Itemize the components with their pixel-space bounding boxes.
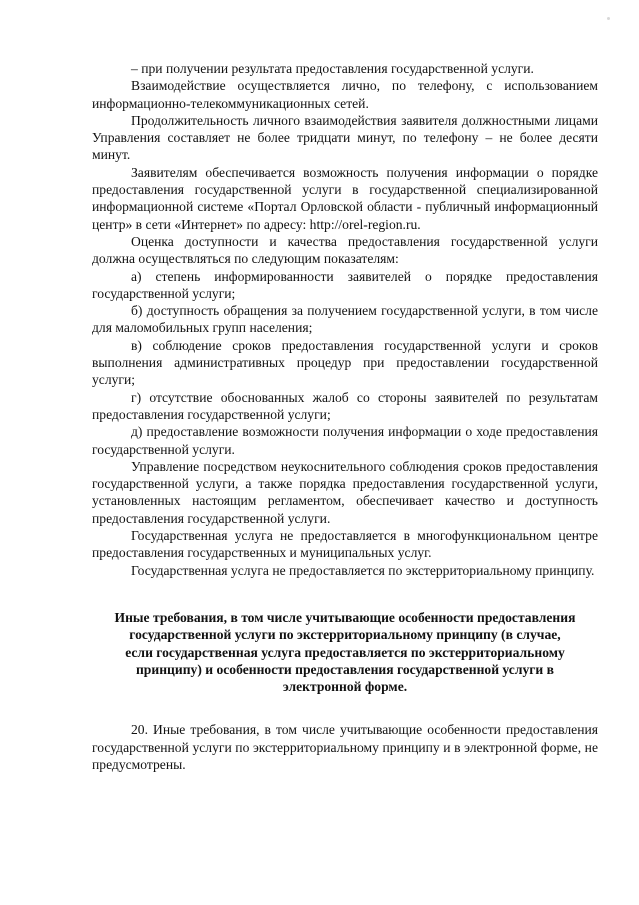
paragraph-quality-indicators: Оценка доступности и качества предоставления государственной услуги должна осуществляться по следующим показателям: [92, 233, 598, 267]
indicator-item-c: в) соблюдение сроков предоставления государственной услуги и сроков выполнения административных процедур при предоставлении государственной услуги; [92, 337, 598, 388]
indicator-item-a: а) степень информированности заявителей о порядке предоставления государственной услуги; [92, 268, 598, 301]
paragraph-portal-info: Заявителям обеспечивается возможность получения информации о порядке предоставления государственной услуги в государственной специализированной информационной системе «Портал Орловской области - публичный информационный центр» в сети «Интернет» по адресу: http://orel-region.ru. [92, 164, 598, 232]
paragraph-interaction-duration: Продолжительность личного взаимодействия заявителя должностными лицами Управления составляет не более тридцати минут, по телефону – не более десяти минут. [92, 112, 598, 163]
indicator-item-d: г) отсутствие обоснованных жалоб со стороны заявителей по результатам предоставления государственной услуги; [92, 389, 598, 422]
paragraph-result-receipt: – при получении результата предоставления государственной услуги. [131, 61, 534, 76]
paragraph-interaction-methods: Взаимодействие осуществляется лично, по телефону, с использованием информационно-телекоммуникационных сетей. [92, 78, 598, 111]
section-heading: Иные требования, в том числе учитывающие особенности предоставления государственной услуги по экстерриториальному принципу (в случае, если государственная услуга предоставляется по экстерриториальному принципу) и особенности предоставления государственной услуги в электронной форме. [114, 609, 576, 695]
paragraph-management-quality: Управление посредством неукоснительного соблюдения сроков предоставления государственной услуги, а также порядка предоставления государственной услуги, установленных настоящим регламентом, обеспечивает качество и доступность предоставления государственной услуги. [92, 458, 598, 526]
document-page [92, 60, 598, 773]
indicator-item-e: д) предоставление возможности получения информации о ходе предоставления государственной услуги. [92, 424, 598, 457]
paragraph-mfc: Государственная услуга не предоставляется в многофункциональном центре предоставления государственных и муниципальных услуг. [92, 528, 598, 561]
paragraph-exterritorial: Государственная услуга не предоставляется по экстерриториальному принципу. [131, 562, 595, 578]
scan-mark [607, 17, 610, 20]
indicator-item-b: б) доступность обращения за получением государственной услуги, в том числе для маломобильных групп населения; [92, 303, 598, 336]
paragraph-clause-20: 20. Иные требования, в том числе учитывающие особенности предоставления государственной услуги по экстерриториальному принципу и в электронной форме, не предусмотрены. [92, 722, 598, 772]
